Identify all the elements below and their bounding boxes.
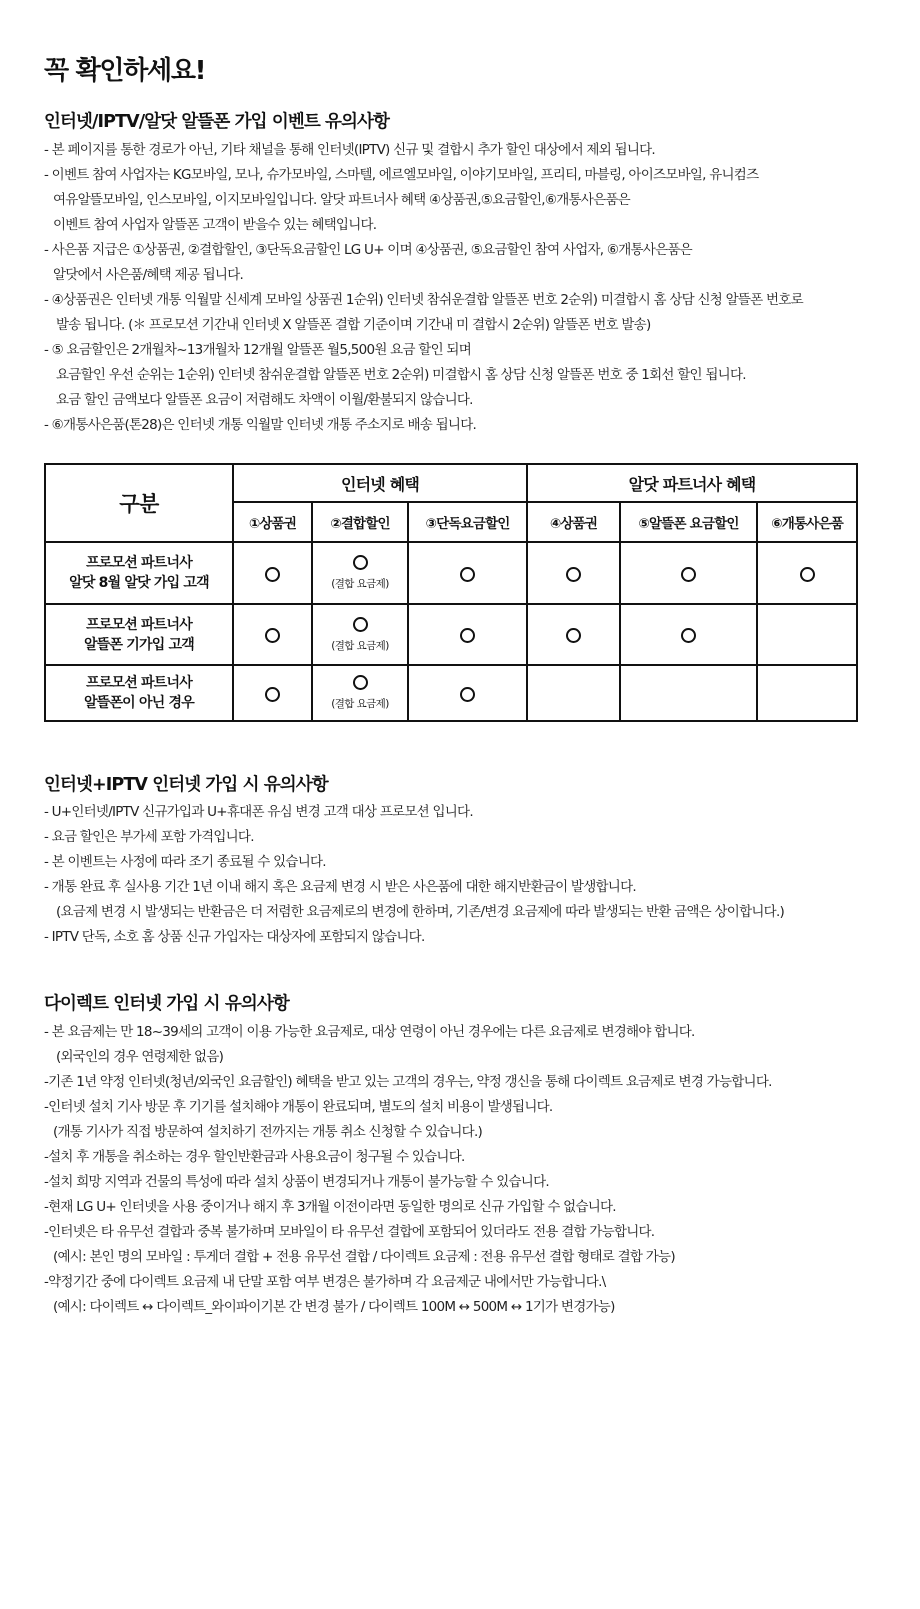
note-line: 이벤트 참여 사업자 알뜰폰 고객이 받을수 있는 혜택입니다.	[53, 217, 377, 233]
note-line: - 개통 완료 후 실사용 기간 1년 이내 해지 혹은 요금제 변경 시 받은 사은품에 대한 해지반환금이 발생합니다.	[44, 879, 636, 895]
column-header: ②결합할인	[312, 502, 408, 542]
table-cell	[312, 665, 408, 721]
row-label	[45, 604, 233, 665]
note-line: - 요금 할인은 부가세 포함 가격입니다.	[44, 829, 254, 845]
table-header-internet-benefits: 인터넷 혜택	[233, 464, 527, 502]
table-cell	[620, 665, 757, 721]
table-cell	[233, 665, 312, 721]
note-line: - ⑤ 요금할인은 2개월차~13개월차 12개월 알뜰폰 월5,500원 요금 할인 되며	[44, 342, 471, 358]
cell-note: (결합 요금제)	[331, 639, 389, 652]
row-label-line: 알뜰폰이 아닌 경우	[84, 695, 194, 711]
column-header: ④상품권	[527, 502, 620, 542]
internet-iptv-notes-list	[44, 800, 864, 950]
table-row	[45, 665, 857, 721]
event-notes-list	[44, 138, 864, 438]
available-circle-icon	[265, 687, 280, 702]
note-line: -현재 LG U+ 인터넷을 사용 중이거나 해지 후 3개월 이전이라면 동일한 명의로 신규 가입할 수 없습니다.	[44, 1199, 616, 1215]
note-line: -인터넷 설치 기사 방문 후 기기를 설치해야 개통이 완료되며, 별도의 설치 비용이 발생됩니다.	[44, 1099, 553, 1115]
direct-internet-notes-list	[44, 1020, 864, 1320]
note-line: - ④상품권은 인터넷 개통 익월말 신세계 모바일 상품권 1순위) 인터넷 참쉬운결합 알뜰폰 번호 2순위) 미결합시 홈 상담 신청 알뜰폰 번호로	[44, 292, 803, 308]
available-circle-icon	[460, 567, 475, 582]
table-cell	[312, 542, 408, 604]
cell-note: (결합 요금제)	[331, 698, 389, 710]
note-line: 발송 됩니다. (＊ 프로모션 기간내 인터넷 X 알뜰폰 결합 기준이며 기간내 미 결합시 2순위) 알뜰폰 번호 발송)	[56, 317, 651, 333]
note-line: (예시: 본인 명의 모바일 : 투게더 결합 + 전용 유무선 결합 / 다이렉트 요금제 : 전용 유무선 결합 형태로 결합 가능)	[53, 1249, 675, 1265]
note-line: - 본 페이지를 통한 경로가 아닌, 기타 채널을 통해 인터넷(IPTV) 신규 및 결합시 추가 할인 대상에서 제외 됩니다.	[44, 142, 655, 158]
note-line: 요금 할인 금액보다 알뜰폰 요금이 저렴해도 차액이 이월/환불되지 않습니다.	[56, 392, 473, 408]
table-cell	[757, 542, 857, 604]
row-label-line: 프로모션 파트너사	[86, 555, 192, 571]
column-header: ⑥개통사은품	[757, 502, 857, 542]
row-label-line: 알뜰폰 기가입 고객	[84, 636, 194, 653]
cell-note: (결합 요금제)	[331, 578, 389, 590]
section-title-internet-iptv-notes: 인터넷+IPTV 인터넷 가입 시 유의사항	[44, 775, 328, 795]
note-line: (요금제 변경 시 발생되는 반환금은 더 저렴한 요금제로의 변경에 한하며, 기존/변경 요금제에 따라 발생되는 반환 금액은 상이합니다.)	[56, 904, 784, 920]
column-header: ①상품권	[233, 502, 312, 542]
table-header-partner-benefits: 알닷 파트너사 혜택	[527, 464, 857, 502]
table-cell	[527, 665, 620, 721]
note-line: -약정기간 중에 다이렉트 요금제 내 단말 포함 여부 변경은 불가하며 각 요금제군 내에서만 가능합니다.\	[44, 1274, 606, 1290]
table-cell	[408, 542, 527, 604]
available-circle-icon	[681, 628, 696, 643]
note-line: - U+인터넷/IPTV 신규가입과 U+휴대폰 유심 변경 고객 대상 프로모션 입니다.	[44, 804, 473, 820]
table-cell	[527, 542, 620, 604]
table-header-gubun: 구분	[45, 464, 233, 542]
column-header: ⑤알뜰폰 요금할인	[620, 502, 757, 542]
table-row	[45, 604, 857, 665]
page-title: 꼭 확인하세요!	[44, 56, 206, 86]
available-circle-icon	[800, 567, 815, 582]
table-cell	[312, 604, 408, 665]
note-line: - 본 요금제는 만 18~39세의 고객이 이용 가능한 요금제로, 대상 연령이 아닌 경우에는 다른 요금제로 변경해야 합니다.	[44, 1024, 695, 1040]
table-cell	[620, 542, 757, 604]
note-line: - IPTV 단독, 소호 홈 상품 신규 가입자는 대상자에 포함되지 않습니다.	[44, 929, 425, 945]
available-circle-icon	[353, 617, 368, 632]
table-cell	[408, 604, 527, 665]
available-circle-icon	[681, 567, 696, 582]
row-label-line: 알닷 8월 알닷 가입 고객	[69, 575, 209, 591]
table-cell	[757, 665, 857, 721]
note-line: (예시: 다이렉트 ↔ 다이렉트_와이파이기본 간 변경 불가 / 다이렉트 100M ↔ 500M ↔ 1기가 변경가능)	[53, 1299, 615, 1315]
note-line: 요금할인 우선 순위는 1순위) 인터넷 참쉬운결합 알뜰폰 번호 2순위) 미결합시 홈 상담 신청 알뜰폰 번호 중 1회선 할인 됩니다.	[56, 367, 746, 383]
note-line: -설치 후 개통을 취소하는 경우 할인반환금과 사용요금이 청구될 수 있습니다.	[44, 1149, 465, 1165]
available-circle-icon	[566, 567, 581, 582]
note-line: 알닷에서 사은품/혜택 제공 됩니다.	[53, 267, 244, 283]
table-cell	[620, 604, 757, 665]
column-header: ③단독요금할인	[408, 502, 527, 542]
note-line: -인터넷은 타 유무선 결합과 중복 불가하며 모바일이 타 유무선 결합에 포함되어 있더라도 전용 결합 가능합니다.	[44, 1224, 655, 1240]
section-title-direct-internet-notes: 다이렉트 인터넷 가입 시 유의사항	[44, 994, 289, 1014]
available-circle-icon	[566, 628, 581, 643]
table-cell	[233, 604, 312, 665]
row-label-line: 프로모션 파트너사	[86, 675, 192, 691]
table-cell	[757, 604, 857, 665]
available-circle-icon	[353, 675, 368, 690]
table-cell	[527, 604, 620, 665]
note-line: 여유알뜰모바일, 인스모바일, 이지모바일입니다. 알닷 파트너사 혜택 ④상품권,⑤요금할인,⑥개통사은품은	[53, 192, 630, 208]
table-cell	[233, 542, 312, 604]
available-circle-icon	[460, 628, 475, 643]
note-line: (외국인의 경우 연령제한 없음)	[56, 1049, 224, 1065]
row-label-line: 프로모션 파트너사	[86, 616, 192, 633]
section-title-event-notes: 인터넷/IPTV/알닷 알뜰폰 가입 이벤트 유의사항	[44, 112, 390, 132]
note-line: - 사은품 지급은 ①상품권, ②결합할인, ③단독요금할인 LG U+ 이며 ④상품권, ⑤요금할인 참여 사업자, ⑥개통사은품은	[44, 242, 692, 258]
note-line: (개통 기사가 직접 방문하여 설치하기 전까지는 개통 취소 신청할 수 있습니다.)	[53, 1124, 483, 1140]
note-line: - ⑥개통사은품(톤28)은 인터넷 개통 익월말 인터넷 개통 주소지로 배송 됩니다.	[44, 417, 477, 433]
note-line: - 이벤트 참여 사업자는 KG모바일, 모나, 슈가모바일, 스마텔, 에르엘모바일, 이야기모바일, 프리티, 마블링, 아이즈모바일, 유니컴즈	[44, 167, 759, 183]
row-label	[45, 542, 233, 604]
available-circle-icon	[265, 628, 280, 643]
note-line: -설치 희망 지역과 건물의 특성에 따라 설치 상품이 변경되거나 개통이 불가능할 수 있습니다.	[44, 1174, 549, 1190]
table-row	[45, 542, 857, 604]
note-line: -기존 1년 약정 인터넷(청년/외국인 요금할인) 혜택을 받고 있는 고객의 경우는, 약정 갱신을 통해 다이렉트 요금제로 변경 가능합니다.	[44, 1074, 772, 1090]
available-circle-icon	[353, 555, 368, 570]
available-circle-icon	[265, 567, 280, 582]
row-label	[45, 665, 233, 721]
available-circle-icon	[460, 687, 475, 702]
benefits-table	[44, 463, 858, 722]
note-line: - 본 이벤트는 사정에 따라 조기 종료될 수 있습니다.	[44, 854, 326, 870]
table-cell	[408, 665, 527, 721]
